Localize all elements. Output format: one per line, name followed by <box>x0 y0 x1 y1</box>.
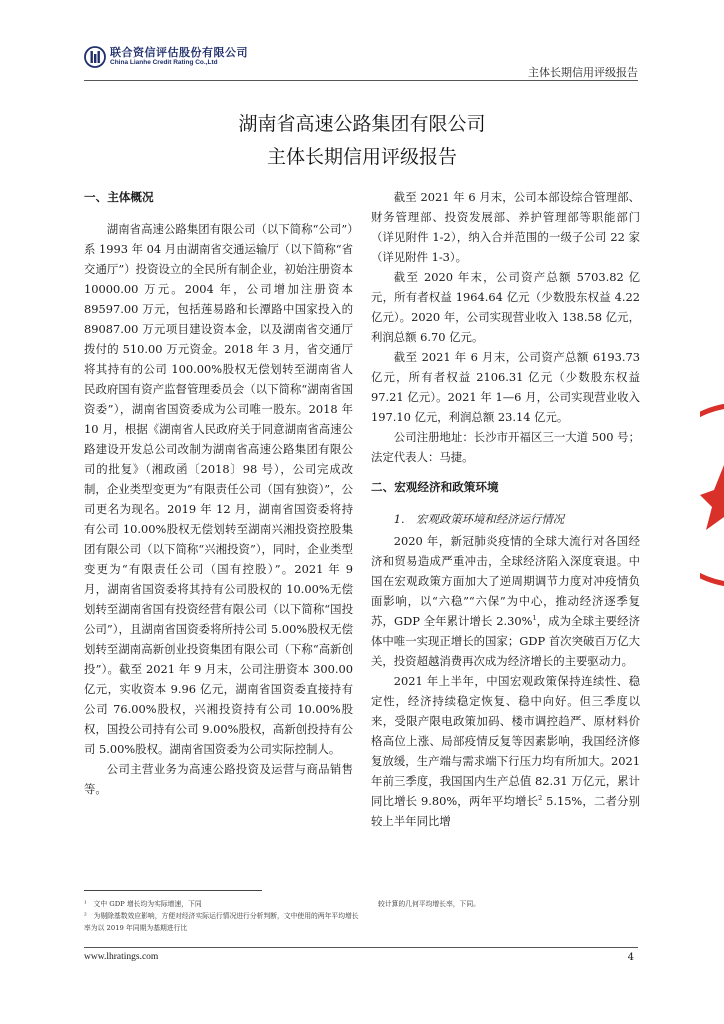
report-title: 湖南省高速公路集团有限公司 <box>238 113 486 135</box>
left-column <box>84 187 353 799</box>
footnote-ref-2[interactable]: 2 <box>538 794 543 803</box>
footnote-ref-1[interactable]: 1 <box>532 614 537 623</box>
footnote-2: ² 为剔除基数效应影响，方便对经济实际运行情况进行分析判断，文中使用的两年平均增长率为以 2019 年同期为基期进行比 <box>84 912 359 932</box>
paragraph: 2020 年，新冠肺炎疫情的全球大流行对各国经济和贸易造成严重冲击，全球经济陷入深度衰退。中国在宏观政策方面加大了逆周期调节力度对冲疫情负面影响，以“六稳”“六保”为中心，推动经济逐季复苏，GDP 全年累计增长 2.30%$^1$，成为全球主要经济体中唯一实现正增长的国家；GDP 首次突破百万亿大关，投资超越消费再次成为经济增长的主要驱动力。 <box>371 534 640 668</box>
lianhe-logo-icon <box>84 46 106 68</box>
red-seal-stamp-icon <box>700 395 724 595</box>
paragraph: 湖南省高速公路集团有限公司（以下简称“公司”）系 1993 年 04 月由湖南省交通运输厅（以下简称“省交通厅”）投资设立的全民所有制企业，初始注册资本 10000.00 万元。2004 年，公司增加注册资本 89597.00 万元，包括莲易路和长潭路中国家投入的 89087.00 万元项目建设资本金，以及湖南省交通厅拨付的 510.00 万元资金。2018 年 3 月，省交通厅将其持有的公司 100.00%股权无偿划转至湖南省人民政府国有资产监督管理委员会（以下简称“湖南省国资委”），湖南省国资委成为公司唯一股东。2018 年 10 月，根据《湖南省人民政府关于同意湖南省高速公路建设开发总公司改制为湖南省高速公路集团有限公司的批复》（湘政函〔2018〕98 号），公司完成改制，企业类型变更为“有限责任公司（国有独资）”，公司更名为现名。2019 年 12 月，湖南省国资委将持有公司 10.00%股权无偿划转至湖南兴湘投资控股集团有限公司（以下简称“兴湘投资”），同时，企业类型变更为“有限责任公司（国有控股）”。2021 年 9 月，湖南省国资委将其持有公司股权的 10.00%无偿划转至湖南省国有投资经营有限公司（以下简称“国投公司”），且湖南省国资委将所持公司 5.00%股权无偿划转至湖南高新创业投资集团有限公司（下称“高新创投”）。截至 2021 年 9 月末，公司注册资本 300.00 亿元，实收资本 9.96 亿元，湖南省国资委直接持有公司 76.00%股权，兴湘投资持有公司 10.00%股权，国投公司持有公司 9.00%股权，高新创投持有公司 5.00%股权。湖南省国资委为公司实际控制人。 <box>84 222 353 756</box>
paragraph: 截至 2021 年 6 月末，公司资产总额 6193.73 亿元，所有者权益 2106.31 亿元（少数股东权益 97.21 亿元）。2021 年 1—6 月，公司实现营业收入 197.10 亿元，利润总额 23.14 亿元。 <box>371 350 640 424</box>
report-subtitle: 主体长期信用评级报告 <box>266 146 457 168</box>
footer-divider <box>84 947 638 948</box>
paragraph: 公司注册地址：长沙市开福区三一大道 500 号；法定代表人：马捷。 <box>371 430 640 464</box>
company-name-en: China Lianhe Credit Rating Co.,Ltd <box>110 59 218 67</box>
company-name-cn: 联合资信评估股份有限公司 <box>110 46 248 60</box>
footnotes <box>84 898 362 934</box>
right-column <box>371 187 640 831</box>
footer-url[interactable]: www.lhratings.com <box>84 952 159 962</box>
report-type-header: 主体长期信用评级报告 <box>528 66 638 79</box>
footnote-2-continued: 较计算的几何平均增长率，下同。 <box>378 900 480 908</box>
section-heading-macro: 二、宏观经济和政策环境 <box>371 480 499 494</box>
footnote-1: ¹ 文中 GDP 增长均为实际增速，下同 <box>84 900 202 908</box>
paragraph: 截至 2021 年 6 月末，公司本部设综合管理部、财务管理部、投资发展部、养护管理部等职能部门（详见附件 1-2），纳入合并范围的一级子公司 22 家（详见附件 1-3）。 <box>371 190 640 264</box>
footnote-divider <box>84 890 262 891</box>
company-logo <box>84 46 248 68</box>
subsection-heading: 1. 宏观政策环境和经济运行情况 <box>393 512 565 526</box>
header-divider <box>84 80 638 81</box>
paragraph: 2021 年上半年，中国宏观政策保持连续性、稳定性，经济持续稳定恢复、稳中向好。但三季度以来，受限产限电政策加码、楼市调控趋严、原材料价格高位上涨、局部疫情反复等因素影响，我国经济修复放缓，生产端与需求端下行压力均有所加大。2021 年前三季度，我国国内生产总值 82.31 万亿元，累计同比增长 9.80%，两年平均增长$^2$ 5.15%，二者分别较上半年同比增 <box>371 674 640 828</box>
paragraph: 公司主营业务为高速公路投资及运营与商品销售等。 <box>84 762 353 796</box>
section-heading-overview: 一、主体概况 <box>84 190 154 204</box>
paragraph: 截至 2020 年末，公司资产总额 5703.82 亿元，所有者权益 1964.64 亿元（少数股东权益 4.22 亿元）。2020 年，公司实现营业收入 138.58 亿元，利润总额 6.70 亿元。 <box>371 270 640 344</box>
page-number: 4 <box>627 952 634 963</box>
